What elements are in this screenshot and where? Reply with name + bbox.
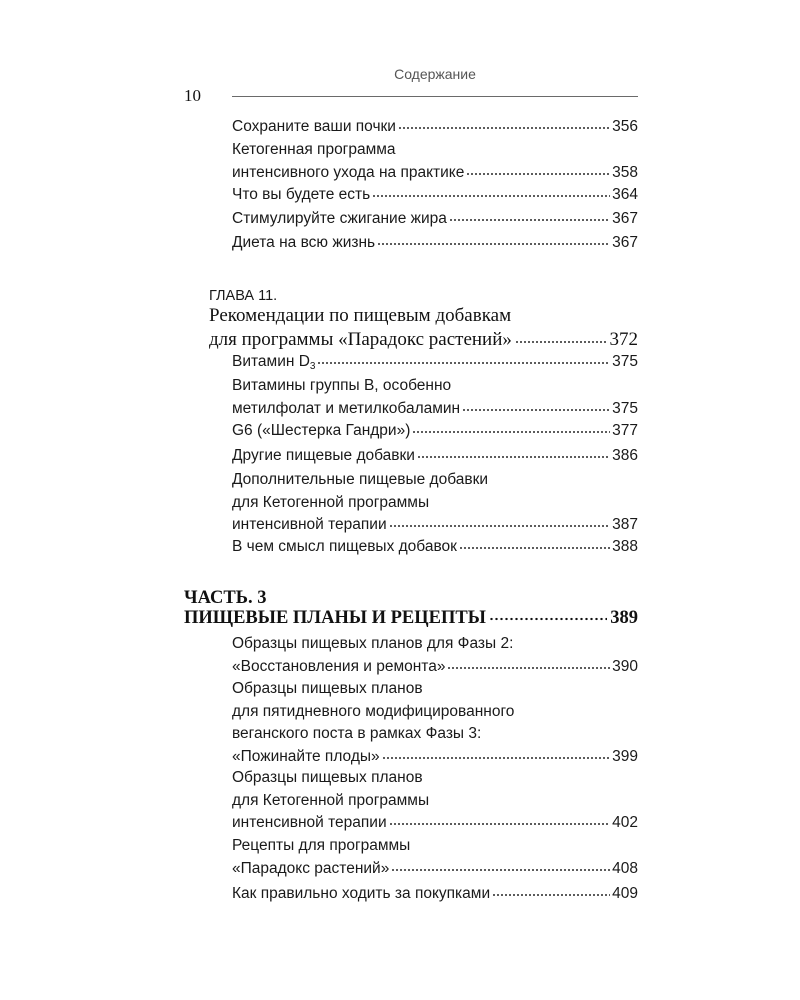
toc-entry-page: 399: [612, 747, 638, 765]
chapter-title-line: Рекомендации по пищевым добавкам: [209, 305, 512, 326]
toc-entry-line: Рецепты для программы: [232, 837, 411, 854]
toc-entry-title: [232, 883, 490, 906]
toc-entry: [232, 116, 638, 139]
toc-entry-page: 408: [612, 859, 638, 877]
toc-entry: [232, 536, 638, 559]
toc-entry-title-text: «Парадокс растений»: [232, 859, 390, 877]
header-rule: [232, 96, 638, 97]
toc-entry-page: 375: [612, 399, 638, 417]
toc-entry-title: [232, 116, 396, 139]
toc-entry-title-text: Что вы будете есть: [232, 186, 371, 203]
dot-leader: [489, 617, 607, 621]
dot-leader: [372, 194, 610, 198]
dot-leader: [466, 172, 610, 176]
toc-entry-page: 375: [612, 353, 638, 370]
toc-entry-title-text: В чем смысл пищевых добавок: [232, 538, 457, 555]
toc-entry: [232, 767, 638, 835]
toc-entry-page: 377: [612, 422, 638, 439]
toc-entry-page: 388: [612, 538, 638, 555]
chapter-label: ГЛАВА 11.: [209, 288, 278, 304]
toc-entry: [232, 445, 638, 468]
part-title: [184, 608, 638, 629]
toc-entry: [232, 633, 638, 678]
toc-entry-page: 356: [612, 118, 638, 135]
toc-entry-page: 390: [612, 657, 638, 675]
part-title-text: ПИЩЕВЫЕ ПЛАНЫ И РЕЦЕПТЫ: [184, 608, 486, 628]
toc-entry: [232, 208, 638, 231]
toc-entry-title-text: метилфолат и метилкобаламин: [232, 399, 461, 417]
toc-entry: [232, 883, 638, 906]
toc-entry: [232, 420, 638, 443]
toc-entry-title-text: интенсивной терапии: [232, 814, 387, 831]
dot-leader: [417, 455, 610, 459]
toc-entry-page: 402: [612, 814, 638, 831]
toc-entry-title-text: G6 («Шестерка Гандри»): [232, 422, 411, 439]
toc-entry-title: [232, 812, 387, 835]
toc-entry-page: 387: [612, 516, 638, 533]
page-number: 10: [184, 86, 201, 105]
toc-entry-line: Образцы пищевых планов: [232, 680, 423, 697]
toc-entry-title-text: интенсивной терапии: [232, 516, 387, 533]
toc-entry-page: 409: [612, 885, 638, 902]
dot-leader: [515, 340, 607, 344]
toc-entry-title: [232, 536, 457, 559]
toc-entry-title: [232, 351, 315, 374]
toc-entry-line: Витамины группы В, особенно: [232, 377, 452, 394]
toc-entry-title-text: Сохраните ваши почки: [232, 118, 396, 135]
toc-entry-title: [232, 232, 375, 255]
chapter-page: 372: [609, 329, 638, 350]
toc-entry-title-text: Другие пищевые добавки: [232, 447, 415, 464]
toc-entry: [232, 184, 638, 207]
part-label: ЧАСТЬ. 3: [184, 588, 267, 608]
dot-leader: [462, 408, 610, 412]
toc-entry-title: [232, 514, 387, 537]
toc-entry-title: [232, 746, 380, 769]
toc-entry-line: для Кетогенной программы: [232, 791, 430, 809]
toc-entry-page: 367: [612, 234, 638, 251]
dot-leader: [459, 546, 610, 550]
toc-entry-title-text: Стимулируйте сжигание жира: [232, 210, 447, 227]
toc-entry-line: веганского поста в рамках Фазы 3:: [232, 725, 482, 742]
dot-leader: [391, 868, 610, 872]
toc-entry-title-text: Диета на всю жизнь: [232, 234, 376, 251]
toc-entry-page: 367: [612, 210, 638, 227]
toc-entry-title-text: «Восстановления и ремонта»: [232, 657, 446, 675]
toc-entry: [232, 351, 638, 374]
toc-entry: [232, 232, 638, 255]
running-head: Содержание: [394, 66, 476, 82]
dot-leader: [398, 126, 610, 130]
toc-entry-title: [232, 184, 370, 207]
dot-leader: [447, 666, 610, 670]
toc-entry-title-text: «Пожинайте плоды»: [232, 747, 380, 765]
toc-entry-title: [232, 420, 410, 443]
toc-entry-title: [232, 656, 445, 679]
toc-entry: [232, 835, 638, 880]
dot-leader: [449, 218, 610, 222]
toc-entry-title-text: Витамин D: [232, 353, 310, 370]
toc-entry-page: 358: [612, 163, 638, 181]
toc-entry-line: для Кетогенной программы: [232, 493, 430, 511]
toc-entry-title-text: интенсивного ухода на практике: [232, 163, 465, 181]
dot-leader: [317, 361, 610, 365]
dot-leader: [389, 524, 611, 528]
chapter-title-line: для программы «Парадокс растений»: [209, 329, 512, 350]
toc-entry-title: [232, 162, 464, 185]
dot-leader: [377, 242, 610, 246]
toc-entry-title: [232, 445, 415, 468]
toc-entry-line: Кетогенная программа: [232, 141, 396, 158]
toc-entry: [232, 469, 638, 537]
toc-entry-line: Образцы пищевых планов: [232, 769, 423, 786]
toc-entry-line: Образцы пищевых планов для Фазы 2:: [232, 635, 514, 652]
toc-entry: [232, 678, 638, 768]
toc-entry-page: 364: [612, 186, 638, 203]
subscript: 3: [309, 361, 316, 372]
chapter-title: [209, 304, 638, 352]
toc-entry-title-text: Как правильно ходить за покупками: [232, 885, 491, 902]
dot-leader: [492, 893, 610, 897]
dot-leader: [382, 756, 611, 760]
toc-entry: [232, 375, 638, 420]
toc-entry: [232, 139, 638, 184]
dot-leader: [389, 822, 611, 826]
toc-entry-line: для пятидневного модифицированного: [232, 702, 515, 720]
dot-leader: [412, 430, 610, 434]
toc-entry-line: Дополнительные пищевые добавки: [232, 471, 489, 488]
toc-entry-title: [232, 398, 460, 421]
toc-entry-title: [232, 208, 447, 231]
toc-entry-page: 386: [612, 447, 638, 464]
part-page: 389: [610, 608, 638, 628]
toc-entry-title: [232, 858, 389, 881]
